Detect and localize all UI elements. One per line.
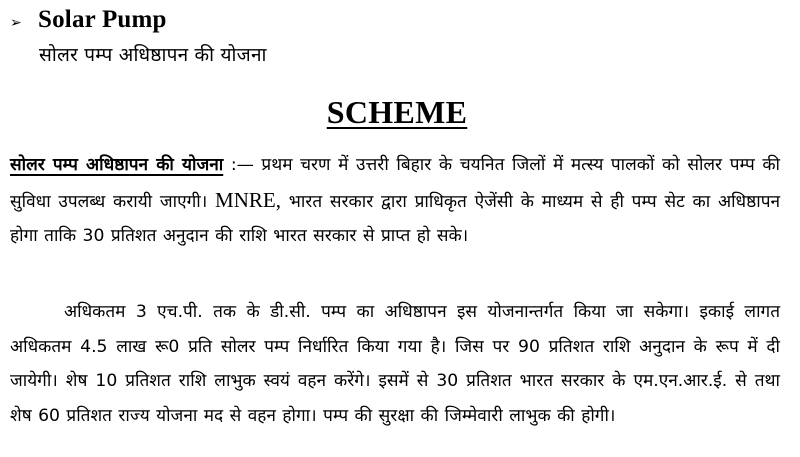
paragraph1-text-a: :— प्रथम चरण में उत्तरी बिहार के चयनित जिलों में मत्स्य पालकों को सोलर पम्प की सुविधा उपलब्ध करायी जाएगी। [10, 155, 780, 212]
scheme-title [0, 94, 800, 131]
scheme-name-lead: सोलर पम्प अधिष्ठापन की योजना [10, 155, 224, 175]
scheme-title-text: SCHEME [326, 94, 468, 130]
paragraph1-text-b: भारत सरकार द्वारा प्राधिकृत ऐजेंसी के माध्यम से ही पम्प सेट का अधिष्ठापन होगा ताकि 30 प्रतिशत अनुदान की राशि भारत सरकार से प्राप्त हो सके। [10, 191, 780, 246]
paragraph2-text: अधिकतम 3 एच.पी. तक के डी.सी. पम्प का अधिष्ठापन इस योजनान्तर्गत किया जा सकेगा। इकाई लागत अधिकतम 4.5 लाख रू0 प्रति सोलर पम्प निर्धारित किया गया है। जिस पर 90 प्रतिशत राशि अनुदान के रूप में दी जायेगी। शेष 10 प्रतिशत राशि लाभुक स्वयं वहन करेंगे। इसमें से 30 प्रतिशत भारत सरकार के एम.एन.आर.ई. से तथा शेष 60 प्रतिशत राज्य योजना मद से वहन होगा। पम्प की सुरक्षा की जिम्मेवारी लाभुक की होगी। [10, 302, 780, 426]
bullet-heading [10, 6, 167, 34]
paragraph-scheme-intro [10, 148, 780, 254]
heading-title-hindi: सोलर पम्प अधिष्ठापन की योजना [39, 44, 267, 66]
mnre-text: MNRE, [215, 187, 281, 212]
arrow-bullet-icon: ➢ [10, 15, 22, 31]
paragraph-scheme-details [10, 295, 780, 433]
heading-title-english: Solar Pump [38, 6, 167, 33]
